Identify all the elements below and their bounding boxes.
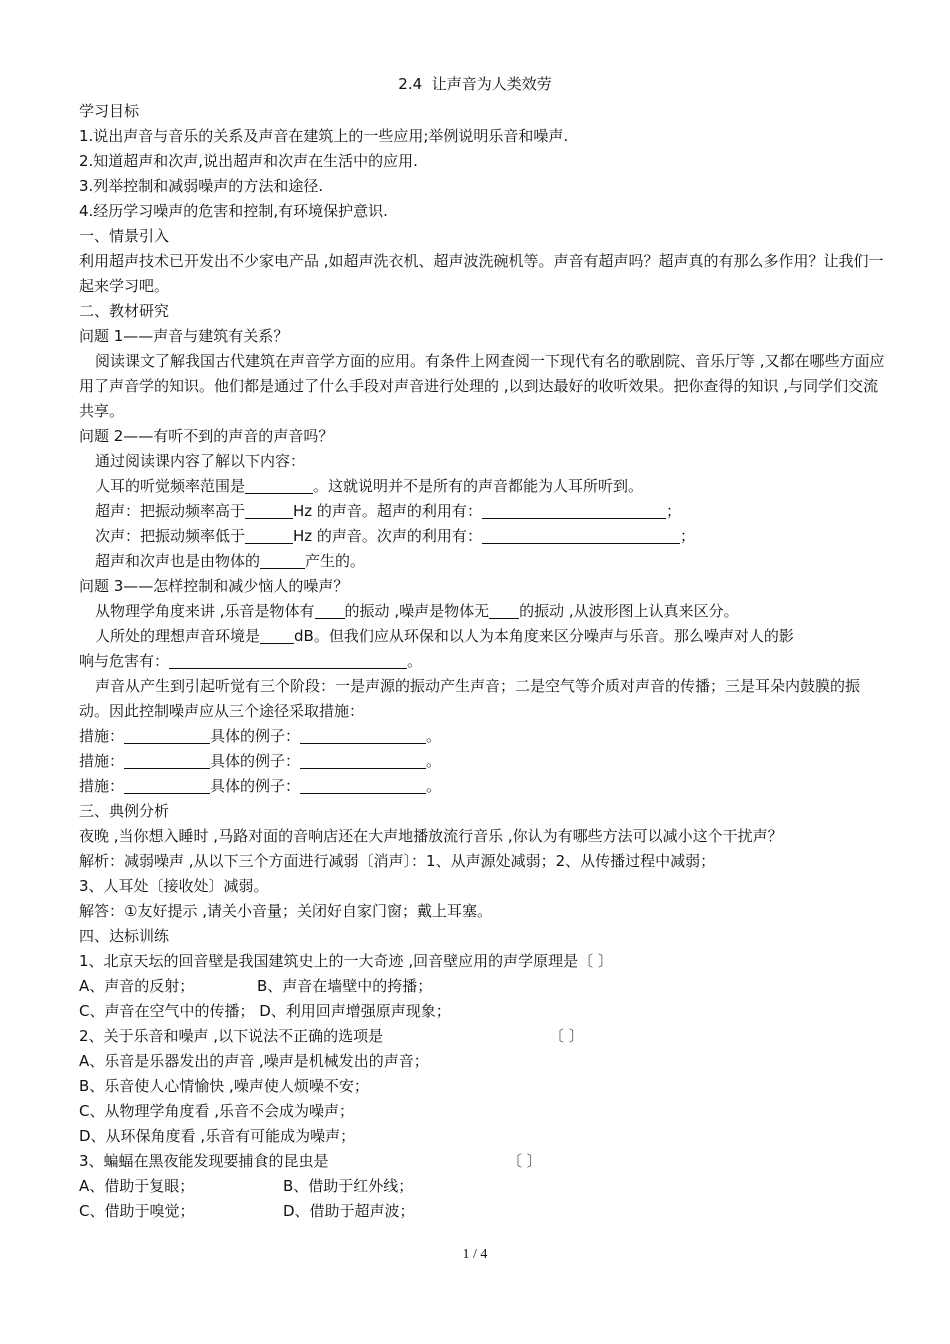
answer-blank[interactable] [169,652,407,669]
answer-blank[interactable] [124,752,210,769]
exercise-option: A、乐音是乐器发出的声音 ,噪声是机械发出的声音； [79,1052,429,1070]
exercise-options: A、借助于复眼； B、借助于红外线； [79,1177,414,1195]
objective-item: 2.知道超声和次声,说出超声和次声在生活中的应用. [79,152,418,170]
fill-line: 人所处的理想声音环境是 dB。但我们应从环保和以人为本角度来区分噪声与乐音。那么噪声对人的影 [95,627,794,645]
example-answer: 解答：①友好提示 ,请关小音量；关闭好自家门窗；戴上耳塞。 [79,902,492,920]
fill-line: 超声：把振动频率高于 Hz 的声音。超声的利用有： ； [95,502,681,520]
answer-bracket[interactable]: 〔 〕 [549,1027,584,1045]
stages-paragraph: 声音从产生到引起听觉有三个阶段：一是声源的振动产生声音；二是空气等介质对声音的传播；三是耳朵内鼓膜的振动。因此控制噪声应从三个途径采取措施： [79,677,861,720]
section-heading: 二、教材研究 [79,302,170,320]
question-intro: 通过阅读课内容了解以下内容： [95,452,306,470]
exercise-options: A、声音的反射； B、声音在墙壁中的挎播； [79,977,433,995]
exercise-option: D、从环保角度看 ,乐音有可能成为噪声； [79,1127,356,1145]
answer-blank[interactable] [260,552,305,569]
exercise-options: C、声音在空气中的传播； D、利用回声增强原声现象； [79,1002,451,1020]
answer-blank[interactable] [300,777,426,794]
fill-line: 次声：把振动频率低于 Hz 的声音。次声的利用有： ； [95,527,695,545]
page-title: 2.4 让声音为人类效劳 [398,75,552,93]
measure-line: 措施： 具体的例子： 。 [79,727,442,745]
answer-blank[interactable] [260,627,294,644]
fill-line: 响与危害有： 。 [79,652,423,670]
answer-blank[interactable] [300,752,426,769]
exercise-options: C、借助于嗅觉； D、借助于超声波； [79,1202,415,1220]
exercise-option: C、从物理学角度看 ,乐音不会成为噪声； [79,1102,355,1120]
objectives-heading: 学习目标 [79,102,140,120]
measure-line: 措施： 具体的例子： 。 [79,752,442,770]
answer-blank[interactable] [482,527,680,544]
exercise-question: 3、蝙蝠在黑夜能发现要捕食的昆虫是 〔 〕 [79,1152,542,1170]
objective-item: 4.经历学习噪声的危害和控制,有环境保护意识. [79,202,388,220]
question-title: 问题 2——有听不到的声音的声音吗？ [79,427,334,445]
answer-blank[interactable] [245,502,293,519]
objective-item: 1.说出声音与音乐的关系及声音在建筑上的一些应用;举例说明乐音和噪声. [79,127,569,145]
question-title: 问题 3——怎样控制和减少恼人的噪声？ [79,577,349,595]
answer-blank[interactable] [489,602,519,619]
intro-paragraph: 利用超声技术已开发出不少家电产品 ,如超声洗衣机、超声波洗碗机等。声音有超声吗？超声真的有那么多作用？让我们一起来学习吧。 [79,252,884,295]
question-paragraph: 阅读课文了解我国古代建筑在声音学方面的应用。有条件上网查阅一下现代有名的歌剧院、音乐厅等 ,又都在哪些方面应用了声音学的知识。他们都是通过了什么手段对声音进行处理的 ,以到达最好的收听效果。把你查得的知识 ,与同学们交流共享。 [79,352,885,420]
document-body [79,99,885,1224]
objective-item: 3.列举控制和减弱噪声的方法和途径. [79,177,324,195]
section-heading: 四、达标训练 [79,927,170,945]
example-analysis-cont: 3、人耳处〔接收处〕减弱。 [79,877,269,895]
example-analysis: 解析：减弱噪声 ,从以下三个方面进行减弱〔消声〕：1、从声源处减弱；2、从传播过程中减弱； [79,852,716,870]
fill-line: 超声和次声也是由物体的 产生的。 [95,552,366,570]
answer-bracket[interactable]: 〔 〕 [507,1152,542,1170]
example-question: 夜晚 ,当你想入睡时 ,马路对面的音响店还在大声地播放流行音乐 ,你认为有哪些方法可以减小这个干扰声？ [79,827,783,845]
exercise-question: 2、关于乐音和噪声 ,以下说法不正确的选项是 〔 〕 [79,1027,584,1045]
page-number: 1 / 4 [462,1247,488,1262]
answer-blank[interactable] [124,777,210,794]
answer-blank[interactable] [300,727,426,744]
section-heading: 三、典例分析 [79,802,170,820]
measure-line: 措施： 具体的例子： 。 [79,777,442,795]
section-heading: 一、情景引入 [79,227,170,245]
question-title: 问题 1——声音与建筑有关系？ [79,327,289,345]
answer-blank[interactable] [124,727,210,744]
fill-line: 人耳的听觉频率范围是 。这就说明并不是所有的声音都能为人耳所听到。 [95,477,644,495]
answer-blank[interactable] [245,477,313,494]
answer-blank[interactable] [482,502,666,519]
fill-line: 从物理学角度来讲 ,乐音是物体有 的振动 ,噪声是物体无 的振动 ,从波形图上认真来区分。 [95,602,739,620]
answer-blank[interactable] [315,602,345,619]
exercise-question: 1、北京天坛的回音壁是我国建筑史上的一大奇迹 ,回音壁应用的声学原理是〔 〕 [79,952,613,970]
exercise-option: B、乐音使人心情愉快 ,噪声使人烦噪不安； [79,1077,369,1095]
answer-blank[interactable] [245,527,293,544]
